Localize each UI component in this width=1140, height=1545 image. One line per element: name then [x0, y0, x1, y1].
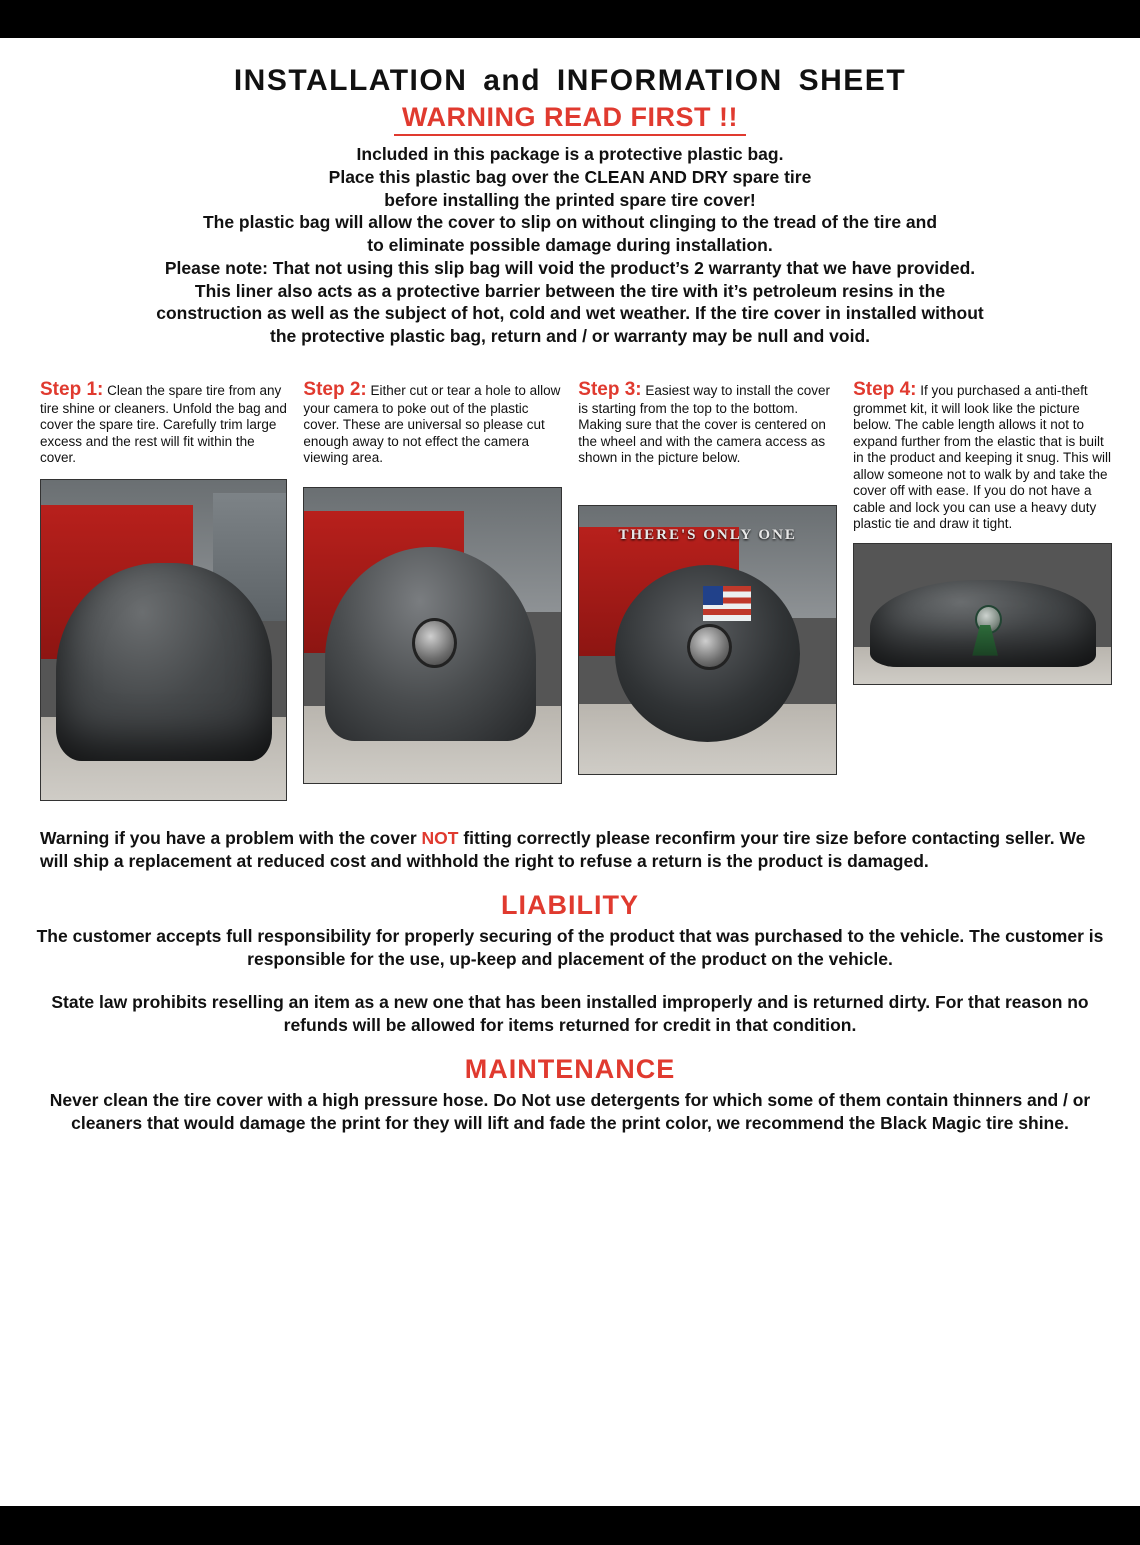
liability-heading: LIABILITY [501, 890, 639, 921]
spacer [28, 971, 1112, 991]
bottom-warning-not: NOT [421, 827, 459, 848]
intro-line-1: Included in this package is a protective plastic bag. [356, 144, 784, 164]
maintenance-paragraph: Never clean the tire cover with a high pressure hose. Do Not use detergents for which some of them contain thinners and / or cleaners that would damage the print for they will lift and fade the print color, we recommend the Black Magic tire shine. [49, 1090, 1091, 1134]
step-1-photo [40, 479, 287, 801]
step-1 [28, 378, 287, 801]
bottom-warning-after: fitting correctly please reconfirm your tire size before contacting seller. We will ship a replacement at reduced cost and withhold the right to refuse a return is the product is damaged. [40, 827, 1086, 871]
liability-paragraph-1: The customer accepts full responsibility for properly securing of the product that was purchased to the vehicle. The customer is responsible for the use, up-keep and placement of the product on the vehicle. [36, 926, 1104, 970]
step-2-text [303, 378, 562, 467]
maintenance-heading: MAINTENANCE [464, 1054, 676, 1085]
intro-paragraph [38, 143, 1102, 348]
intro-line-6: Please note: That not using this slip bag will void the product’s 2 warranty that we have provided. [164, 257, 976, 278]
step-3-label: Step 3: [578, 378, 642, 400]
intro-line-5: to eliminate possible damage during installation. [367, 235, 773, 255]
step-2-label: Step 2: [303, 378, 367, 400]
step-4-body: If you purchased a anti-theft grommet kit, it will look like the picture below. The cable length allows it not to expand further from the elastic that is built in the product and keeping it snug. This will allow someone not to walk by and take the cover off with ease. If you do not have a cable and lock you can use a heavy duty plastic tie and draw it tight. [853, 382, 1112, 532]
step-2 [303, 378, 562, 784]
step-1-body: Clean the spare tire from any tire shine or cleaners. Unfold the bag and cover the spare tire. Carefully trim large excess and the rest will fit within the cover. [40, 382, 287, 466]
photo-camera-hole [412, 618, 457, 668]
photo-plastic-bag [56, 563, 272, 761]
liability-paragraph-2: State law prohibits reselling an item as a new one that has been installed improperly and is returned dirty. For that reason no refunds will be allowed for items returned for credit in that condition. [51, 991, 1089, 1035]
step-3 [578, 378, 837, 775]
photo-camera-port [687, 624, 732, 670]
steps-row [28, 378, 1112, 801]
information-sheet-page [0, 38, 1140, 1506]
bottom-warning-before: Warning if you have a problem with the cover [40, 827, 422, 848]
american-flag-icon [703, 586, 752, 621]
step-1-label: Step 1: [40, 378, 104, 400]
step-1-text [40, 378, 287, 467]
warning-heading [28, 102, 1112, 133]
intro-line-9: the protective plastic bag, return and / or warranty may be null and void. [270, 326, 870, 346]
page-title: INSTALLATION and INFORMATION SHEET [233, 64, 907, 97]
intro-line-3: before installing the printed spare tire cover! [384, 189, 756, 210]
step-4-text [853, 378, 1112, 533]
intro-line-2: Place this plastic bag over the CLEAN AND DRY spare tire [328, 166, 812, 187]
step-4-label: Step 4: [853, 378, 917, 400]
step-4-photo [853, 543, 1112, 685]
intro-line-4: The plastic bag will allow the cover to slip on without clinging to the tread of the tire and [202, 212, 938, 233]
step-3-text [578, 378, 837, 467]
step-2-body: Either cut or tear a hole to allow your camera to poke out of the plastic cover. These are universal so please cut enough away to not effect the camera viewing area. [303, 382, 561, 466]
warning-heading-text: WARNING READ FIRST !! [394, 102, 746, 136]
step-4 [853, 378, 1112, 685]
intro-line-7: This liner also acts as a protective barrier between the tire with it’s petroleum resins in the [194, 280, 946, 301]
step-3-body: Easiest way to install the cover is starting from the top to the bottom. Making sure that the cover is centered on the wheel and with the camera access as shown in the picture below. [578, 382, 830, 466]
step-3-photo [578, 505, 837, 775]
cover-print-text: THERE'S ONLY ONE [618, 527, 797, 544]
bottom-warning [28, 827, 1112, 873]
step-2-photo [303, 487, 562, 784]
intro-line-8: construction as well as the subject of hot, cold and wet weather. If the tire cover in installed without [156, 303, 984, 324]
